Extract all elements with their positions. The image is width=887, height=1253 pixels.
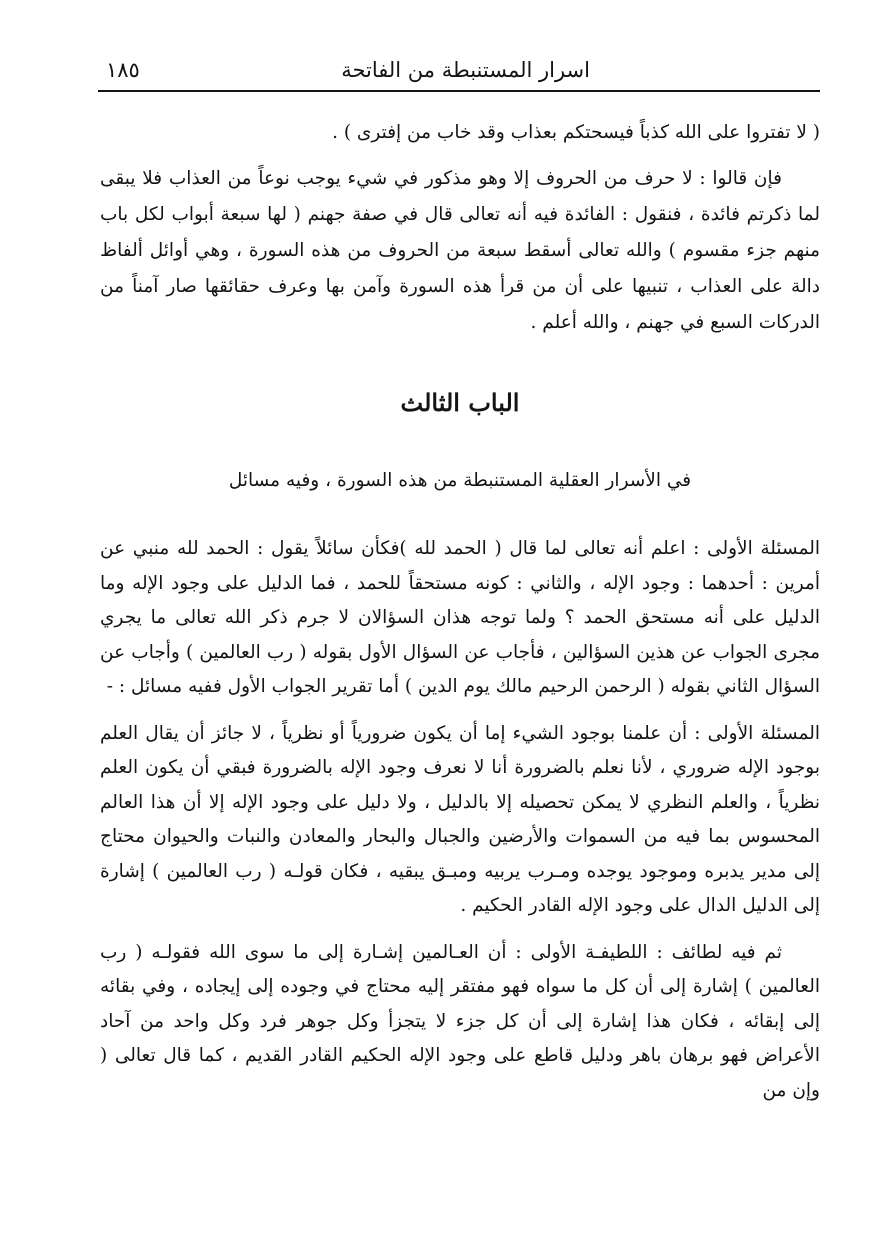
header-rule [98, 90, 820, 92]
paragraph-subtleties: ثم فيه لطائف : اللطيفـة الأولى : أن العـالمين إشـارة إلى ما سوى الله فقولـه ( رب العالمين ) إشارة إلى أن كل ما سواه فهو مفتقر إليه محتاج في وجوده إلى إيجاده ، وفي بقائه إلى إبقائه ، فكان هذا إشارة إلى أن كل جزء لا يتجزأ وكل جوهر فرد وكل واحد من آحاد الأعراض فهو برهان باهر ودليل قاطع على وجود الإله الحكيم القادر القديم ، كما قال تعالى ( وإن من [100, 941, 820, 1101]
page-header [98, 52, 820, 92]
page-number: ١٨٥ [106, 58, 140, 82]
paragraph-first-question: المسئلة الأولى : أن علمنا بوجود الشيء إما أن يكون ضرورياً أو نظرياً ، لا جائز أن يقال العلم بوجود الإله ضروري ، لأنا نعلم بالضرورة أنا لا نعرف وجود الإله بالضرورة فبقي أن يكون العلم نظرياً ، والعلم النظري لا يمكن تحصيله إلا بالدليل ، ولا دليل على وجود الإله إلا أن هذا العالم المحسوس بما فيه من السموات والأرضين والجبال والبحار والمعادن والنبات والحيوان محتاج إلى مدير يدبره وموجود يوجده ومـرب يربيه ومبـق يبقيه ، فكان قولـه ( رب العالمين ) إشارة إلى الدليل الدال على وجود الإله القادر الحكيم . [100, 722, 820, 916]
chapter-title: الباب الثالث [400, 388, 520, 417]
paragraph-first-issue: المسئلة الأولى : اعلم أنه تعالى لما قال ( الحمد لله )فكأن سائلاً يقول : الحمد لله منبي عن أمرين : أحدهما : وجود الإله ، والثاني : كونه مستحقاً للحمد ، فما الدليل على وجود الإله وما الدليل على أنه مستحق الحمد ؟ ولما توجه هذان السؤالان لا جرم ذكر الله تعالى ما يجري مجرى الجواب عن هذين السؤالين ، فأجاب عن السؤال الأول بقوله ( رب العالمين ) وأجاب عن السؤال الثاني بقوله ( الرحمن الرحيم مالك يوم الدين ) أما تقرير الجواب الأول ففيه مسائل : - [100, 538, 820, 697]
chapter-subtitle: في الأسرار العقلية المستنبطة من هذه السورة ، وفيه مسائل [228, 470, 692, 491]
top-text-block [100, 115, 820, 341]
paragraph-letters-argument: فإن قالوا : لا حرف من الحروف إلا وهو مذكور في شيء يوجب نوعاً من العذاب فلا يبقى لما ذكرتم فائدة ، فنقول : الفائدة فيه أنه تعالى قال في صفة جهنم ( لها سبعة أبواب لكل باب منهم جزء مقسوم ) والله تعالى أسقط سبعة من الحروف من هذه السورة ، وهي أوائل ألفاظ دالة على العذاب ، تنبيها على أن من قرأ هذه السورة وآمن بها وعرف حقائقها صار آمناً من الدركات السبع في جهنم ، والله أعلم . [100, 168, 820, 333]
main-text-block [100, 532, 820, 1108]
running-title: اسرار المستنبطة من الفاتحة [341, 58, 590, 82]
paragraph-quran-quote: ( لا تفتروا على الله كذباً فيسحتكم بعذاب وقد خاب من إفترى ) . [332, 122, 820, 143]
